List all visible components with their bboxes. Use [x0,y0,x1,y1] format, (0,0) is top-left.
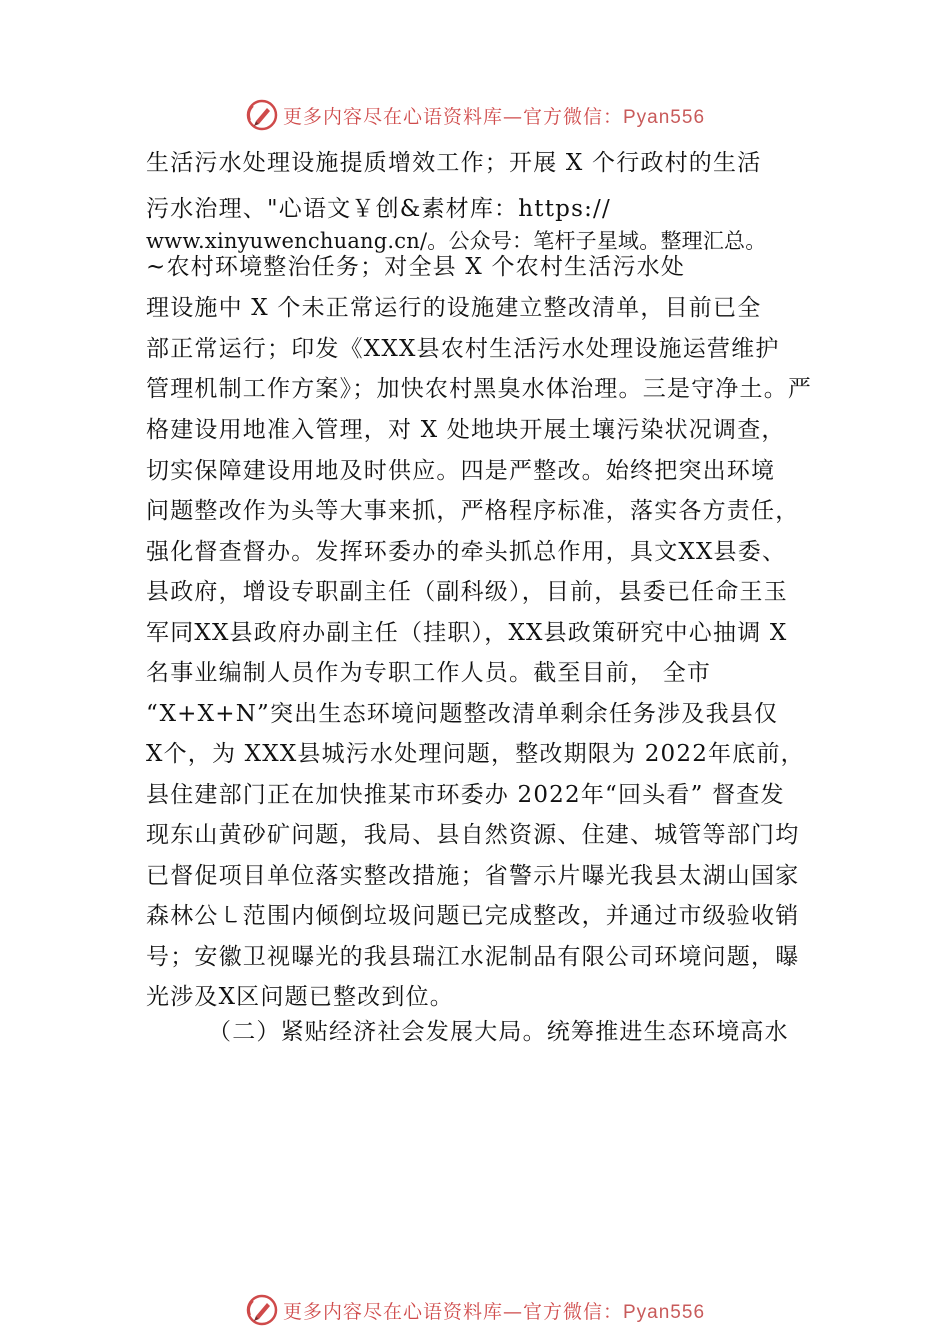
banner-inner [245,1293,705,1327]
banner-slogan: 更多内容尽在心语资料库—官方微信： [282,105,623,128]
text-line: 生活污水处理设施提质增效工作；开展 X 个行政村的生活 [146,150,762,176]
text-line: 县政府，增设专职副主任（副科级），目前，县委已任命王玉 [146,579,788,605]
text-line: 森林公㇄范围内倾倒垃圾问题已完成整改，并通过市级验收销 [146,903,800,929]
text-line: 名事业编制人员作为专职工作人员。截至目前， 全市 [146,660,712,686]
text-line: 问题整改作为头等大事来抓，严格程序标准，落实各方责任， [146,498,800,524]
text-line: 部正常运行；印发《XXX县农村生活污水处理设施运营维护 [146,336,780,362]
footer-banner [0,1290,950,1330]
pen-heart-logo-icon [245,1293,279,1327]
banner-text [283,1297,705,1324]
text-line: 县住建部门正在加快推某市环委办 2022年“回头看” 督查发 [146,782,785,808]
text-line: 格建设用地准入管理，对 X 处地块开展土壤污染状况调查， [146,417,786,443]
text-line: “X+X+N”突出生态环境问题整改清单剩余任务涉及我县仅 [146,701,779,727]
banner-text [283,102,705,129]
text-line: X个，为 XXX县城污水处理问题，整改期限为 2022年底前， [146,741,805,767]
banner-wechat-id: Pyan556 [623,1301,706,1323]
text-line: 切实保障建设用地及时供应。四是严整改。始终把突出环境 [146,458,776,484]
header-banner [0,95,950,135]
pen-heart-logo-icon [245,98,279,132]
banner-inner [245,98,705,132]
text-line: 管理机制工作方案》；加快农村黑臭水体治理。三是守净土。严 [146,376,813,402]
banner-slogan: 更多内容尽在心语资料库—官方微信： [282,1300,623,1323]
text-line: 污水治理、"心语文￥创&素材库：https:// [146,196,611,222]
banner-wechat-id: Pyan556 [623,106,706,128]
text-line: 军同XX县政府办副主任（挂职），XX县政策研究中心抽调 X [146,620,788,646]
text-line: 已督促项目单位落实整改措施；省警示片曝光我县太湖山国家 [146,863,800,889]
text-line: 光涉及X区问题已整改到位。 [146,984,454,1010]
text-line: 强化督查督办。发挥环委办的牵头抓总作用，具文XX县委、 [146,539,787,565]
text-line: ~农村环境整治任务；对全县 X 个农村生活污水处 [146,254,686,280]
section-heading-line: （二）紧贴经济社会发展大局。统筹推进生态环境高水 [208,1019,789,1045]
text-line: 现东山黄砂矿问题，我局、县自然资源、住建、城管等部门均 [146,822,800,848]
text-line: www.xinyuwenchuang.cn/。公众号：笔杆子星域。整理汇总。 [146,229,767,253]
text-line: 号；安徽卫视曝光的我县瑞江水泥制品有限公司环境问题，曝 [146,944,800,970]
text-line: 理设施中 X 个未正常运行的设施建立整改清单，目前已全 [146,295,762,321]
